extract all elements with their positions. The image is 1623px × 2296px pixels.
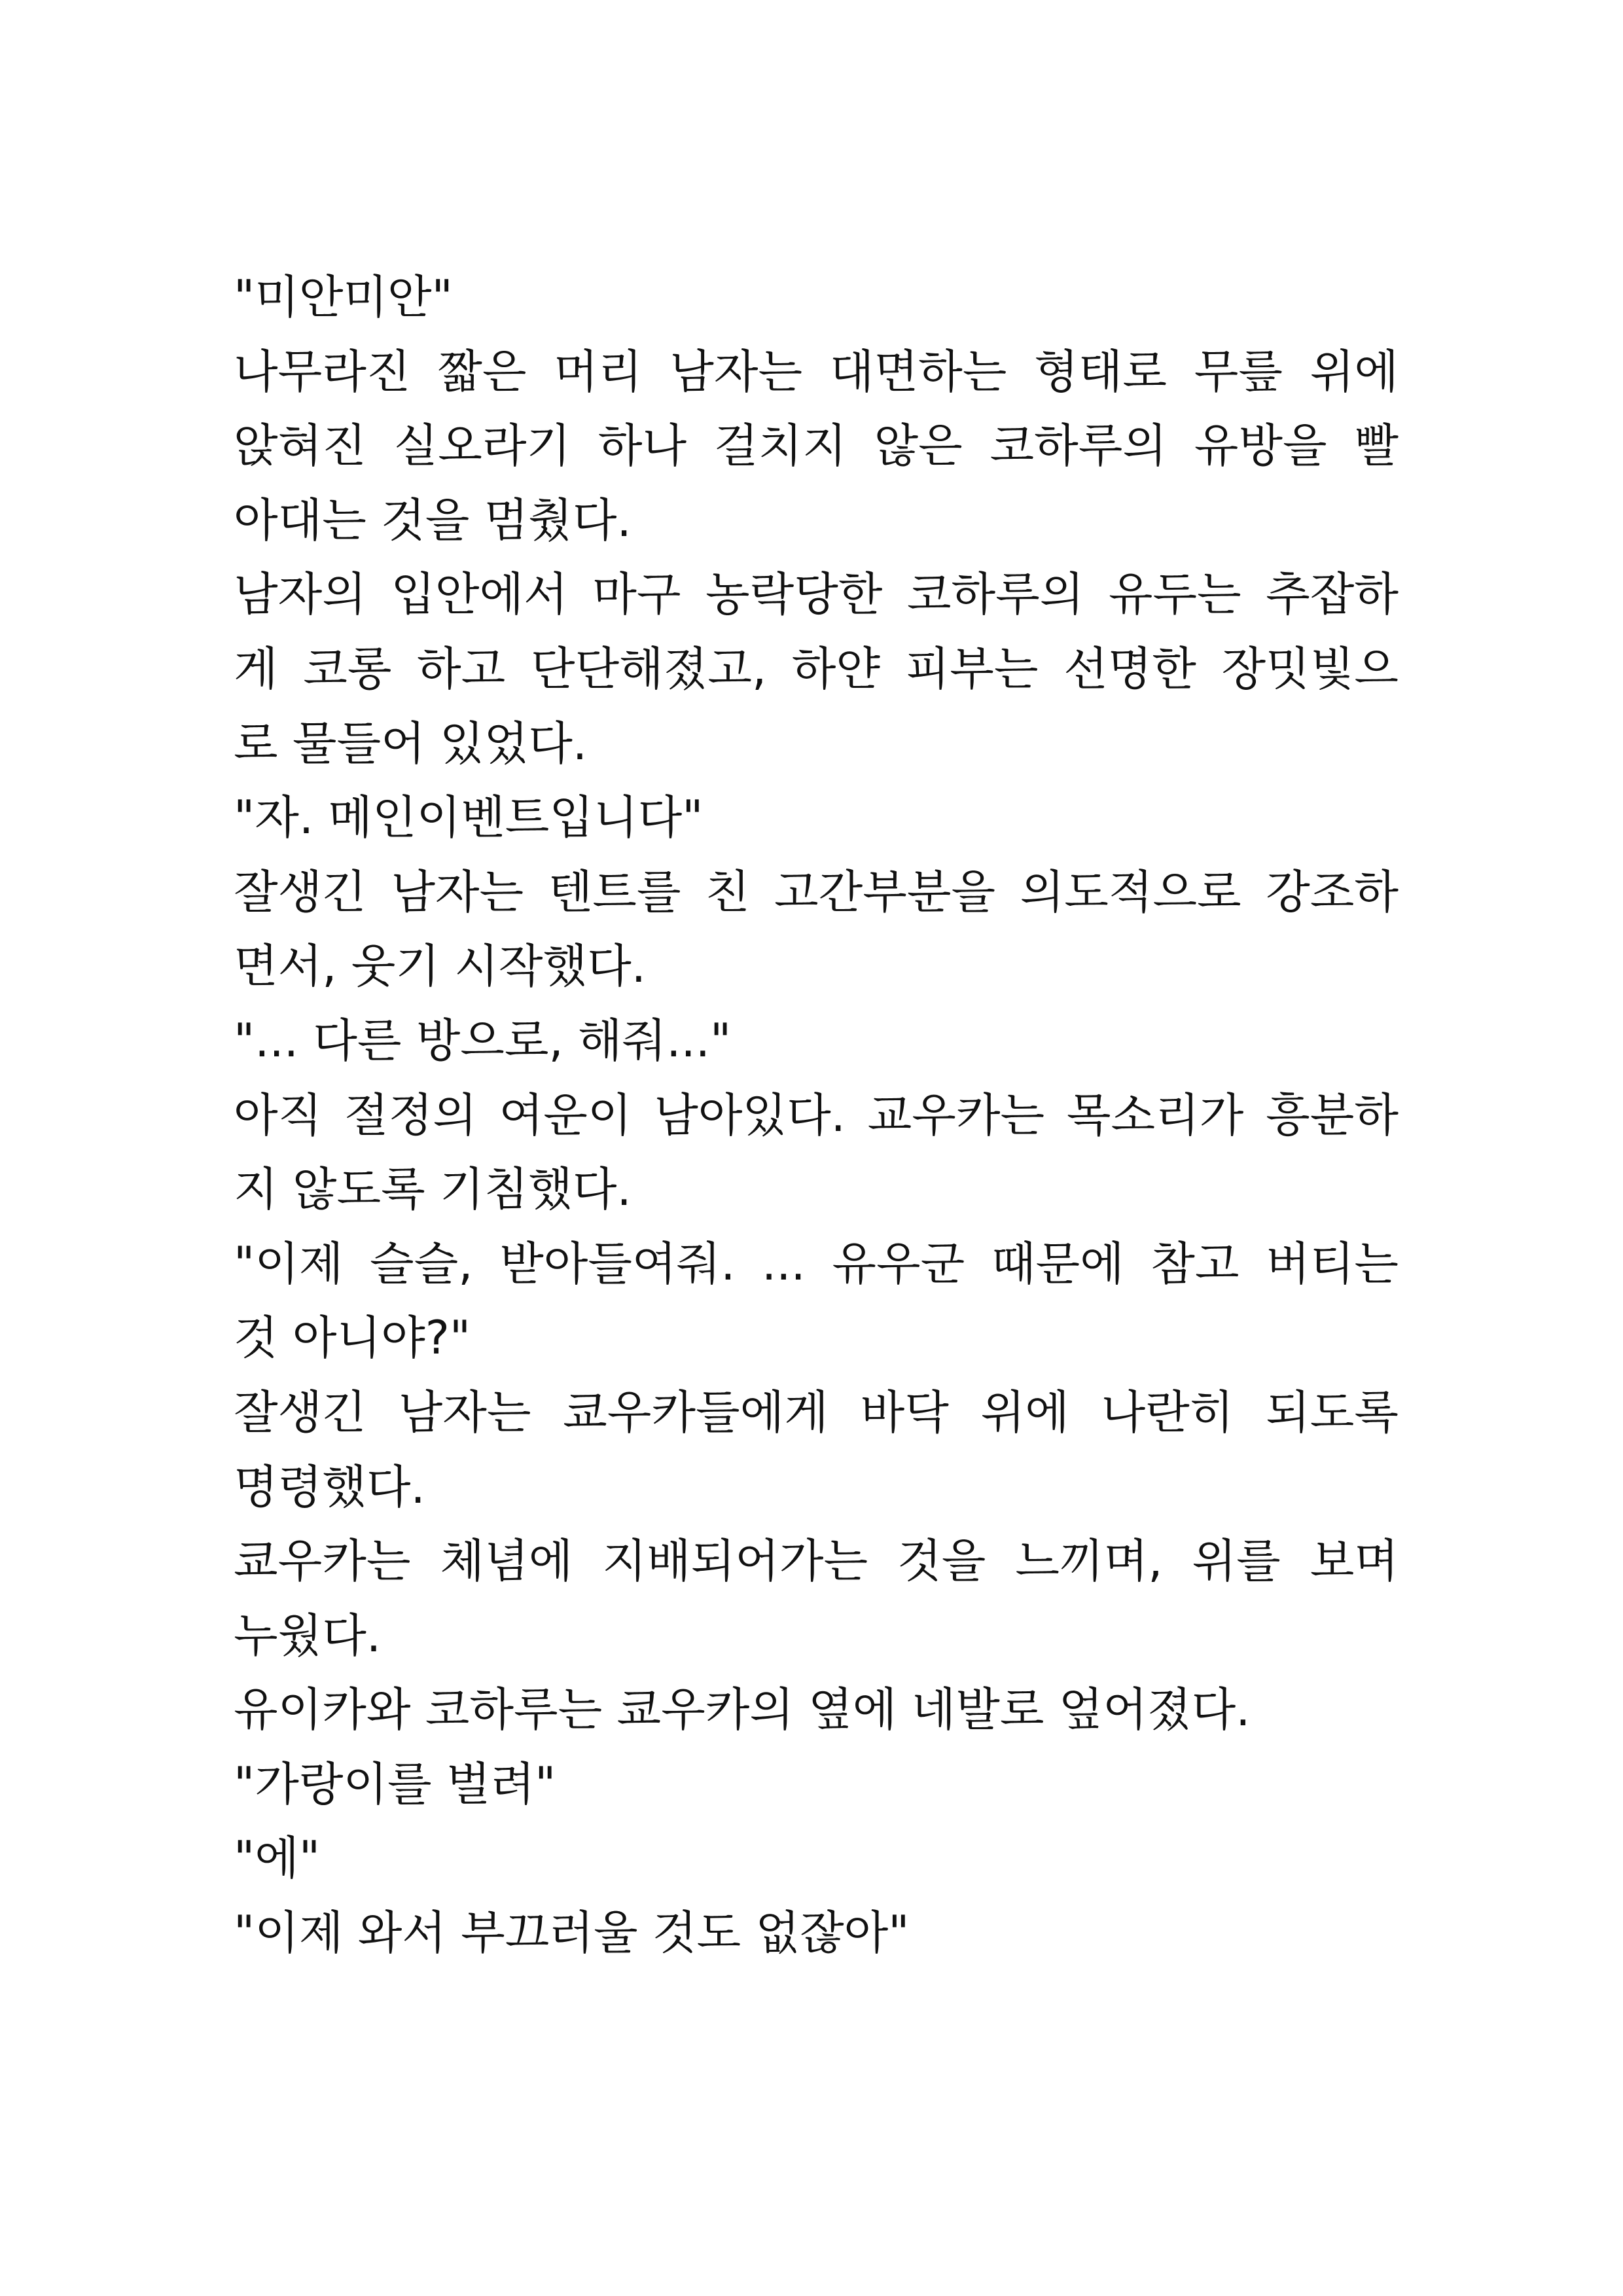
text-line: "이제 와서 부끄러울 것도 없잖아" bbox=[234, 1906, 910, 1960]
text-line: 유이카와 코하루는 쿄우카의 옆에 네발로 엎어졌다. bbox=[234, 1683, 1251, 1737]
text-line: 남자의 입안에서 마구 농락당한 코하루의 유두는 추잡하 bbox=[234, 567, 1399, 622]
text-line: "미안미안" bbox=[234, 270, 453, 324]
text-line: "자. 메인이벤트입니다" bbox=[234, 791, 704, 845]
text-line: 쿄우카는 체념에 지배되어가는 것을 느끼며, 위를 보며 bbox=[234, 1534, 1399, 1588]
text-line: 아직 절정의 여운이 남아있다. 교우카는 목소리가 흥분하 bbox=[234, 1088, 1399, 1142]
text-line: 명령했다. bbox=[234, 1460, 425, 1514]
body-text bbox=[234, 260, 1399, 1971]
text-line: 면서, 웃기 시작했다. bbox=[234, 939, 646, 994]
text-line: "이제 슬슬, 받아들여줘. ... 유우군 때문에 참고 버티는 bbox=[234, 1236, 1399, 1291]
text-line: 앉혀진 실오라기 하나 걸치지 않은 코하루의 유방을 빨 bbox=[234, 419, 1399, 473]
text-line: 것 아니야?" bbox=[234, 1311, 471, 1365]
text-line: 잘생긴 남자는 텐트를 친 고간부분을 의도적으로 강조하 bbox=[234, 865, 1399, 919]
text-line: "에" bbox=[234, 1831, 321, 1886]
text-line: "가랑이를 벌려" bbox=[234, 1757, 556, 1811]
text-line: 아대는 것을 멈췄다. bbox=[234, 493, 632, 547]
text-line: 지 않도록 기침했다. bbox=[234, 1162, 632, 1217]
text-line: "... 다른 방으로, 해줘..." bbox=[234, 1013, 732, 1067]
text-line: 누웠다. bbox=[234, 1608, 382, 1662]
text-line: 잘생긴 남자는 쿄우카들에게 바닥 위에 나란히 되도록 bbox=[234, 1385, 1399, 1439]
text-line: 게 코롱 하고 단단해졌고, 하얀 피부는 선명한 장밋빛으 bbox=[234, 641, 1399, 696]
text-line: 로 물들어 있었다. bbox=[234, 716, 588, 770]
text-line: 나무라진 짧은 머리 남자는 대면하는 형태로 무릎 위에 bbox=[234, 344, 1399, 399]
